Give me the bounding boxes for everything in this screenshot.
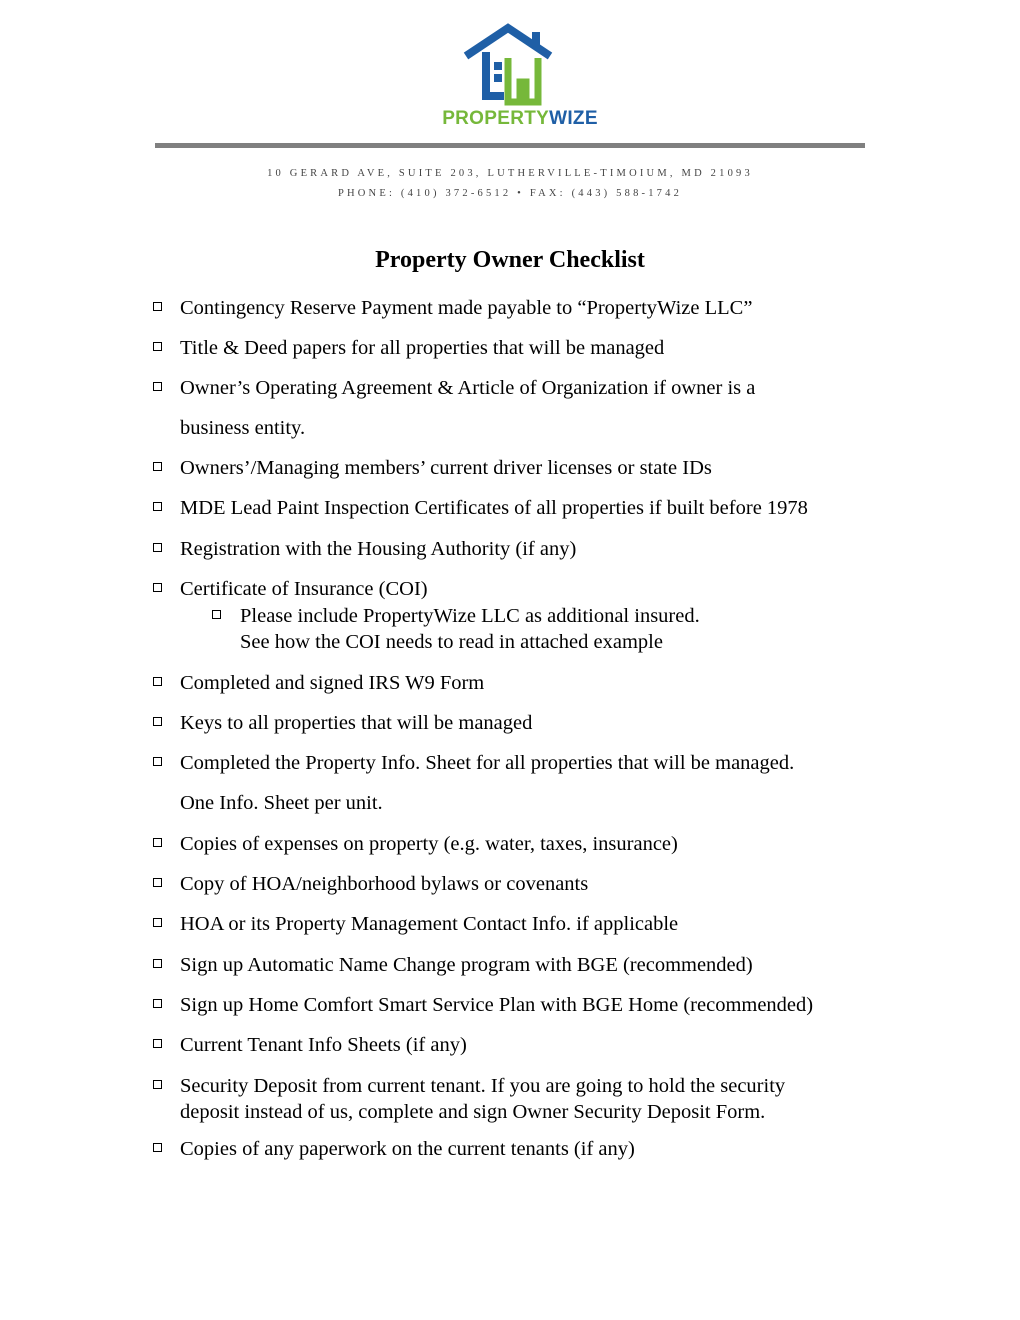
checkbox-icon: [153, 717, 162, 726]
checklist-item-text: Contingency Reserve Payment made payable to “PropertyWize LLC”: [180, 297, 753, 319]
checkbox-icon: [153, 302, 162, 311]
checklist-item-text: HOA or its Property Management Contact Info. if applicable: [180, 913, 679, 935]
checklist-item-text: Registration with the Housing Authority (if any): [180, 538, 577, 560]
phone-fax-line: PHONE: (410) 372-6512 • FAX: (443) 588-1742: [337, 188, 683, 199]
checklist-item-text: One Info. Sheet per unit.: [180, 792, 383, 814]
checklist-item-text: Copy of HOA/neighborhood bylaws or covenants: [180, 873, 589, 895]
page-title: Property Owner Checklist: [375, 247, 645, 273]
checklist-item-text: business entity.: [180, 417, 306, 439]
checkbox-icon: [153, 677, 162, 686]
checklist-item-text: Keys to all properties that will be managed: [180, 712, 533, 734]
checkbox-icon: [153, 918, 162, 927]
checklist-item-text: Sign up Home Comfort Smart Service Plan with BGE Home (recommended): [180, 994, 814, 1016]
checkbox-icon: [153, 757, 162, 766]
checklist-subitem-text: See how the COI needs to read in attached example: [240, 631, 663, 653]
checkbox-icon: [153, 382, 162, 391]
address-line: 10 GERARD AVE, SUITE 203, LUTHERVILLE-TIMOIUM, MD 21093: [267, 168, 753, 179]
checkbox-icon: [212, 610, 221, 619]
logo-wordmark: [420, 108, 620, 130]
checkbox-icon: [153, 502, 162, 511]
checkbox-icon: [153, 1080, 162, 1089]
logo-wordmark-part2: WIZE: [549, 108, 598, 129]
checkbox-icon: [153, 999, 162, 1008]
checkbox-icon: [153, 1039, 162, 1048]
company-logo: [420, 22, 620, 134]
checkbox-icon: [153, 342, 162, 351]
checkbox-icon: [153, 959, 162, 968]
checklist-item-text: Current Tenant Info Sheets (if any): [180, 1034, 467, 1056]
checklist-item-text: Certificate of Insurance (COI): [180, 578, 428, 600]
checklist-item-text: deposit instead of us, complete and sign Owner Security Deposit Form.: [180, 1101, 766, 1123]
checklist-item-text: Security Deposit from current tenant. If you are going to hold the security: [180, 1075, 786, 1097]
header-divider: [155, 143, 865, 148]
checklist-item-text: Copies of any paperwork on the current tenants (if any): [180, 1138, 635, 1160]
checklist-item-text: Owners’/Managing members’ current driver licenses or state IDs: [180, 457, 712, 479]
house-logo-icon: [420, 22, 620, 108]
checkbox-icon: [153, 878, 162, 887]
checklist-subitem-text: Please include PropertyWize LLC as additional insured.: [240, 605, 700, 627]
checkbox-icon: [153, 1143, 162, 1152]
checklist-item-text: Completed and signed IRS W9 Form: [180, 672, 485, 694]
checklist-item-text: Completed the Property Info. Sheet for all properties that will be managed.: [180, 752, 795, 774]
checklist-item-text: Title & Deed papers for all properties that will be managed: [180, 337, 665, 359]
checklist-item-text: Owner’s Operating Agreement & Article of Organization if owner is a: [180, 377, 756, 399]
checkbox-icon: [153, 838, 162, 847]
checkbox-icon: [153, 462, 162, 471]
logo-wordmark-part1: PROPERTY: [442, 108, 550, 129]
checklist-item-text: MDE Lead Paint Inspection Certificates of all properties if built before 1978: [180, 497, 808, 519]
checklist-item-text: Sign up Automatic Name Change program with BGE (recommended): [180, 954, 753, 976]
checklist-item-text: Copies of expenses on property (e.g. water, taxes, insurance): [180, 833, 678, 855]
checkbox-icon: [153, 583, 162, 592]
checkbox-icon: [153, 543, 162, 552]
